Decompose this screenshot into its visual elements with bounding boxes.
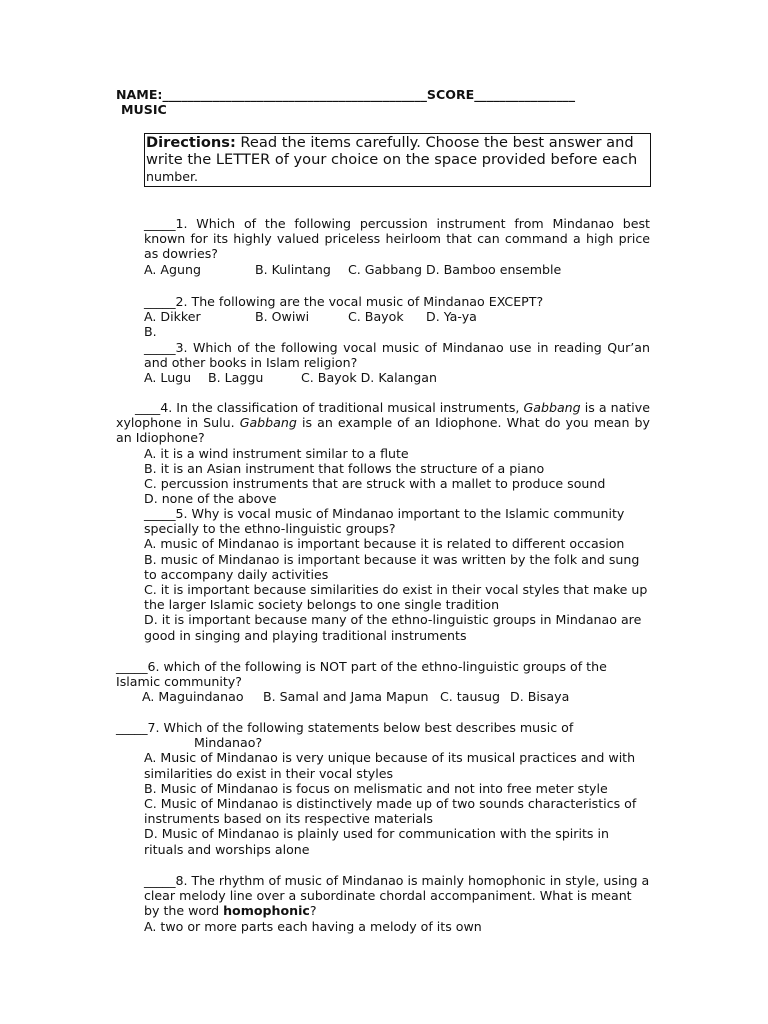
name-score-line: NAME:__________________________________________SCORE________________ [116, 87, 575, 102]
choice: C. percussion instruments that are struck with a mallet to produce sound [144, 476, 606, 492]
question-1-choices [144, 262, 650, 277]
choice: A. Music of Mindanao is very unique because of its musical practices and with similarities do exist in their vocal styles [144, 750, 636, 781]
choice: B. it is an Asian instrument that follows the structure of a piano [144, 460, 545, 476]
question-1 [144, 216, 650, 277]
choice: C. Music of Mindanao is distinctively made up of two sounds characteristics of instruments based on its respective materials [144, 796, 637, 827]
stray-text: B. [144, 324, 157, 340]
choice: B. music of Mindanao is important because it was written by the folk and sung to accompany daily activities [144, 551, 640, 582]
question-3-choices [144, 370, 650, 385]
choice: B. Samal and Jama Mapun [263, 689, 429, 705]
question-4-stem [116, 400, 650, 446]
directions-label: Directions: [146, 134, 236, 151]
question-6-stem: _____6. which of the following is NOT part of the ethno-linguistic groups of the Islamic community? [116, 659, 607, 690]
term-gabbang: Gabbang [239, 415, 297, 431]
question-7-stem-cont: Mindanao? [194, 735, 263, 751]
choice: C. Gabbang D. Bamboo ensemble [348, 261, 562, 277]
choice: A. Agung [144, 261, 201, 277]
choice: D. it is important because many of the ethno-linguistic groups in Mindanao are good in singing and playing traditional instruments [144, 612, 642, 643]
choice: D. none of the above [144, 491, 277, 507]
choice: C. it is important because similarities do exist in their vocal styles that make up the larger Islamic society belongs to one single tradition [144, 582, 648, 613]
question-4-stem-a: ____4. In the classification of traditional musical instruments, [135, 400, 524, 415]
choice: A. Dikker [144, 309, 201, 325]
question-6 [116, 659, 650, 705]
directions-tail: number. [146, 169, 198, 184]
choice: D. Music of Mindanao is plainly used for communication with the spirits in rituals and worships alone [144, 826, 609, 857]
subject-label: MUSIC [121, 102, 167, 117]
term-homophonic: homophonic [223, 903, 310, 919]
choice: D. Ya-ya [426, 309, 477, 325]
question-2-choices [144, 309, 650, 324]
choice: B. Laggu [208, 370, 264, 386]
choice: C. tausug [440, 689, 500, 705]
question-4 [116, 400, 650, 506]
question-3 [144, 340, 650, 386]
question-8-stem [144, 873, 650, 919]
choice: A. Lugu [144, 370, 192, 386]
question-2-stem: _____2. The following are the vocal music of Mindanao EXCEPT? [144, 294, 544, 309]
choice: A. it is a wind instrument similar to a flute [144, 445, 409, 461]
choice: A. music of Mindanao is important because it is related to different occasion [144, 536, 625, 552]
directions-text: Read the items carefully. Choose the best answer and write the LETTER of your choice on the space provided before each [146, 134, 638, 168]
question-2 [144, 294, 650, 340]
question-7-stem: _____7. Which of the following statements below best describes music of [116, 720, 574, 735]
choice: A. Maguindanao [142, 689, 244, 705]
question-8 [144, 873, 650, 934]
choice: C. Bayok [348, 309, 404, 325]
term-gabbang: Gabbang [523, 400, 581, 415]
question-5 [144, 506, 650, 643]
choice: B. Owiwi [255, 309, 310, 325]
choice: B. Kulintang [255, 261, 331, 277]
choice: A. two or more parts each having a melody of its own [144, 918, 482, 934]
choice: C. Bayok D. Kalangan [301, 370, 437, 386]
directions-box [144, 133, 651, 187]
question-8-stem-a: _____8. The rhythm of music of Mindanao is mainly homophonic in style, using a clear melody line over a subordinate chordal accompaniment. What is meant by the word [144, 873, 650, 919]
question-8-stem-b: ? [309, 903, 317, 919]
question-7 [116, 720, 650, 857]
question-3-stem: _____3. Which of the following vocal music of Mindanao use in reading Qur’an and other books in Islam religion? [144, 340, 650, 371]
choice: D. Bisaya [510, 689, 570, 705]
question-1-stem: _____1. Which of the following percussion instrument from Mindanao best known for its highly valued priceless heirloom that can command a high price as dowries? [144, 216, 650, 262]
question-4-stem-c: is an example of an Idiophone. What do you mean by an Idiophone? [116, 415, 650, 446]
question-4-stem-b: is a native xylophone in Sulu. [116, 400, 651, 431]
question-5-stem: _____5. Why is vocal music of Mindanao important to the Islamic community specially to the ethno-linguistic groups? [144, 506, 625, 537]
choice: B. Music of Mindanao is focus on melismatic and not into free meter style [144, 780, 608, 796]
question-6-choices [116, 689, 650, 704]
